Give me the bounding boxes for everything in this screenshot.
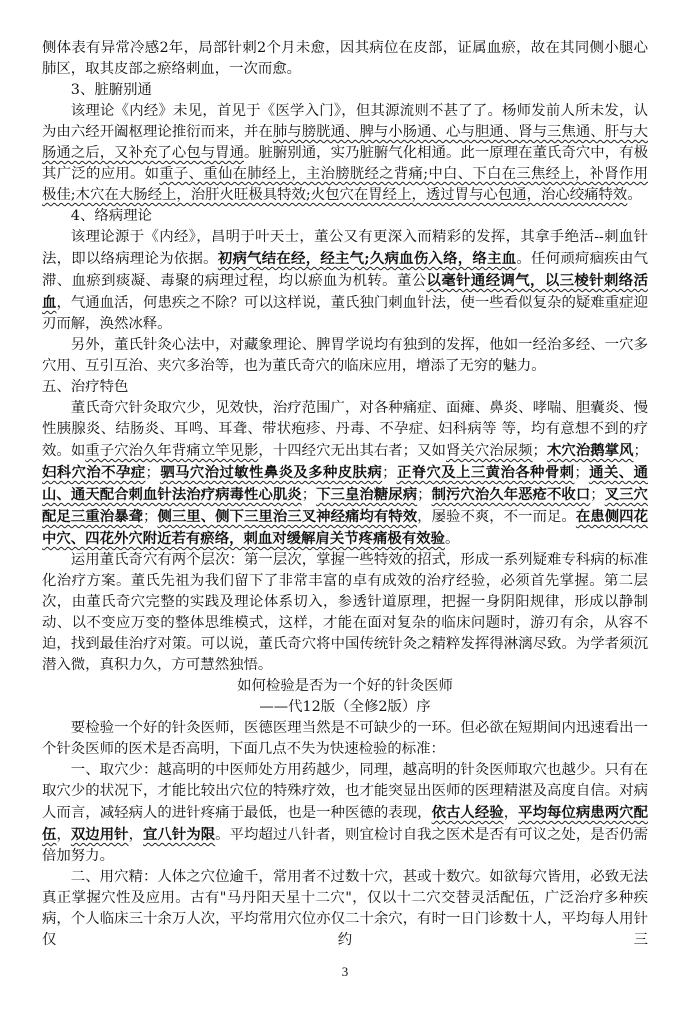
text-run: 另外，董氏针灸心法中，对藏象理论、脾胃学说均有独到的发挥，他如一经治多经、一穴多穴用、互引互治、夹穴多治等，也为董氏奇穴的临床应用，增添了无穷的魅力。 (42, 337, 648, 374)
text-run: ， (503, 805, 519, 821)
emphasized-text: 肺与膀胱通、脾与小肠通、心与胆通、肾与三焦通、肝与大肠通之后，又补充了心包与胃通 (42, 124, 648, 161)
paragraph (42, 550, 648, 676)
section-title (42, 676, 648, 697)
emphasized-text: 重子穴治久年背痛立竿见影 (85, 443, 259, 459)
text-run: 3、脏腑别通 (70, 82, 152, 98)
text-run: 。脏腑别通，实乃脏腑气化相通。此一原理在董氏奇穴中，有极其广泛的应用。如 (42, 145, 648, 182)
emphasized-text: 在患侧四花中穴、四花外穴附近若有瘀络，刺血对缓解肩关节疼痛极有效验 (42, 508, 648, 547)
paragraph (42, 760, 648, 867)
emphasized-text: 制污穴治久年恶疮不收口 (431, 486, 591, 503)
text-run: ； (417, 487, 432, 503)
section-heading (42, 206, 648, 227)
text-run: ，气通血活，何患疾之不除？可以这样说，董氏独门刺血针法，使一些看似复杂的疑难重症迎刃而解，涣然冰释。 (42, 295, 648, 332)
text-run: ； (145, 465, 160, 481)
section-title (42, 697, 648, 718)
emphasized-text: 叉三穴配足三重治暴聋 (42, 486, 648, 525)
paragraph (42, 38, 648, 80)
emphasized-text: 木穴治鹅掌风 (546, 442, 634, 459)
text-run: ， (128, 827, 144, 843)
text-run: 董氏奇穴针灸取穴少，见效快，治疗范围广，对各种痛症、面瘫、鼻炎、哮喘、胆囊炎、慢性胰腺炎、结肠炎、耳鸣、耳聋、带状疱疹、丹毒、不孕症、妇科病等 等，均有意想不到的疗效。如 (42, 400, 648, 459)
text-run: 。 (444, 531, 460, 547)
text-run: ； (574, 465, 589, 481)
text-run: ； (382, 465, 397, 481)
emphasized-text: 肾关穴治尿频 (445, 443, 533, 459)
text-run: ； (143, 509, 158, 525)
text-run: 4、络病理论 (70, 208, 152, 224)
text-run: 二、用穴精：人体之穴位逾千，常用者不过数十穴，甚或十数穴。如欲每穴皆用，必致无法真正掌握穴性及应用。古有"马丹阳天星十二穴"，仅以十二穴交替灵活配伍，广泛治疗多种疾病，个人临床三十余万人次，平均常用穴位亦仅二十余穴，有时一日门诊数十人，平均每人用针仅约三 (42, 869, 648, 948)
emphasized-text: 初病气结在经，经主气;久病血伤入络，络主血 (217, 250, 517, 267)
section-heading (42, 80, 648, 101)
text-run: 该理论源于《内经》，昌明于叶天士，董公又有更深入而精彩的发挥，其拿手绝活--刺血针法，即以络病理论为依据。 (42, 229, 648, 267)
paragraph (42, 867, 648, 951)
text-run: 要检验一个好的针灸医师，医德医理当然是不可缺少的一环。但必欲在短期间内迅速看出一个针灸医师的医术是否高明，下面几点不失为快速检验的标准： (42, 720, 648, 757)
text-run: ，屡验不爽，不一而足。 (417, 509, 576, 525)
emphasized-text: 宜八针为限 (143, 826, 216, 843)
text-run: 该理论《内经》未见，首见于《医学入门》，但其源流则不甚了了。杨师发前人所未发，认为由六经开阖枢理论推衍而来，并在 (42, 103, 648, 140)
text-run: ， (56, 827, 71, 843)
text-run: ； (532, 443, 547, 459)
text-run: ——代12版（全修2版）序 (259, 699, 431, 715)
text-run: ； (301, 487, 317, 503)
paragraph (42, 718, 648, 760)
text-run: 。平均超过八针者，则宜检讨自我之医术是否有可议之处，是否仍需倍加努力。 (42, 827, 648, 864)
emphasized-text: 通关、通山、通天配合刺血针法治疗病毒性心肌炎 (42, 464, 648, 503)
text-run: 。任何顽疴痼疾由气滞、血瘀到痰凝、毒聚的病理过程，均以瘀血为机转。董公 (42, 251, 648, 289)
page-number: 3 (341, 964, 349, 979)
emphasized-text: 下三皇治糖尿病 (316, 486, 418, 503)
emphasized-text: 侧三里、侧下三里治三叉神经痛均有特效 (157, 508, 418, 525)
text-run: 五、治疗特色 (42, 379, 129, 395)
text-run: 侧体表有异常冷感2年，局部针刺2个月未愈，因其病位在皮部，证属血瘀，故在其同侧小腿心肺区，取其皮部之瘀络刺血，一次而愈。 (42, 40, 648, 77)
text-run: ； (633, 443, 648, 459)
emphasized-text: 驷马穴治过敏性鼻炎及多种皮肤病 (159, 464, 383, 481)
paragraph (42, 398, 648, 550)
text-run: 如何检验是否为一个好的针灸医师 (237, 678, 453, 694)
text-run: ； (590, 487, 605, 503)
document-body (42, 38, 648, 951)
emphasized-text: 重子、重仙在肺经上，主治膀胱经之背痛;中白、下白在三焦经上，补肾作用极佳;木穴在大肠经上，治肝火旺极具特效;火包穴在胃经上，透过胃与心包通，治心绞痛特效 (42, 166, 648, 203)
emphasized-text: 双边用针 (70, 826, 129, 843)
emphasized-text: 以毫针通经调气，以三棱针刺络活血 (42, 272, 648, 311)
emphasized-text: 正脊穴及上三黄治各种骨刺 (396, 464, 575, 481)
text-run: 一、取穴少：越高明的中医师处方用药越少，同理，越高明的针灸医师取穴也越少。只有在取穴少的状况下，才能比较出穴位的特殊疗效，也才能突显出医师的医理精湛及高度自信。对病人而言，减轻病人的进针疼痛于最低，也是一种医德的表现， (42, 762, 648, 821)
section-heading (42, 377, 648, 398)
text-run: 。 (627, 187, 642, 203)
paragraph (42, 335, 648, 377)
text-run: 运用董氏奇穴有两个层次：第一层次，掌握一些特效的招式，形成一系列疑难专科病的标准化治疗方案。董氏先祖为我们留下了非常丰富的卓有成效的治疗经验，必须首先掌握。第二层次，由董氏奇穴完整的实践及理论体系切入，参透针道原理，把握一身阴阳规律，形成以静制动、以不变应万变的整体思维模式，这样，才能在面对复杂的临床问题时，游刃有余，从容不迫，找到最佳治疗对策。可以说，董氏奇穴将中国传统针灸之精粹发挥得淋漓尽致。为学者须沉潜入微，真积力久，方可慧然独悟。 (42, 552, 648, 673)
emphasized-text: 妇科穴治不孕症 (42, 464, 146, 481)
paragraph (42, 227, 648, 335)
paragraph (42, 101, 648, 206)
emphasized-text: 平均每位病患两穴配伍 (42, 804, 648, 843)
emphasized-text: 依古人经验 (431, 804, 504, 821)
text-run: ，十四经穴无出其右者；又如 (258, 443, 446, 459)
